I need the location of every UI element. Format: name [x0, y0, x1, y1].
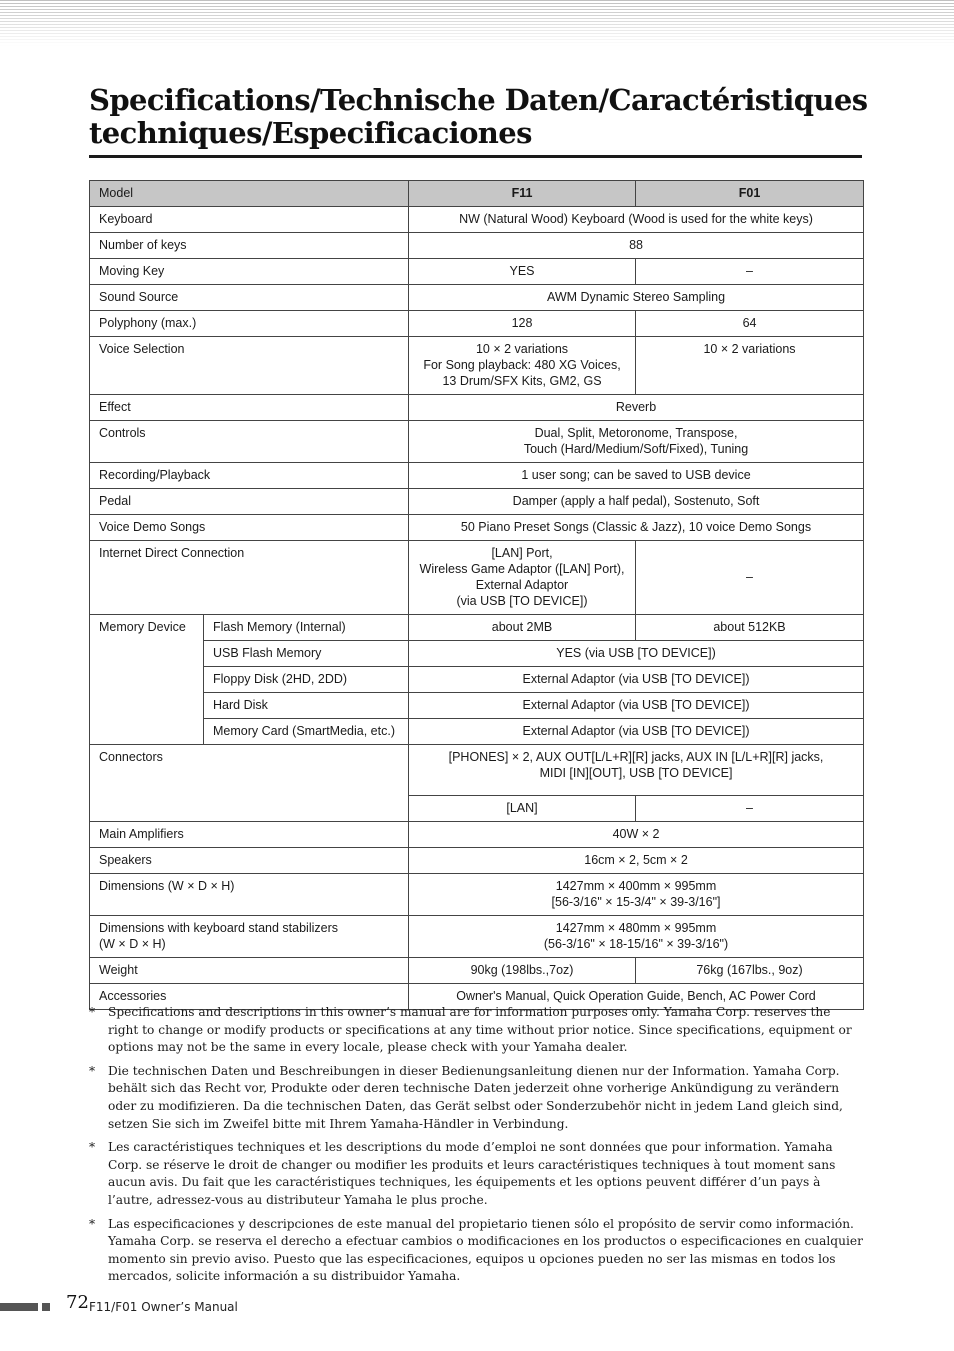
note-text: Les caractéristiques techniques et les descriptions du mode d’emploi ne sont données que pour information. Yamaha Corp. se réserve le droit de changer ou modifier les produits et leurs caractéristiques techniques à tout moment sans aucun avis. Du fait que les caractéristiques techniques, les équipements et les options peuvent différer d’un pays à l’autre, adressez-vous au distributeur Yamaha le plus proche.: [108, 1140, 836, 1207]
row-value: Damper (apply a half pedal), Sostenuto, Soft: [409, 489, 864, 515]
table-row: [90, 285, 864, 311]
sub-label: Memory Card (SmartMedia, etc.): [204, 719, 409, 745]
row-label: Memory Device: [90, 615, 204, 745]
row-label: Recording/Playback: [90, 463, 409, 489]
note-text: Las especificaciones y descripciones de este manual del propietario tienen sólo el propósito de servir como información. Yamaha Corp. se reserva el derecho a efectuar cambios o modificaciones en los productos o especificaciones en cualquier momento sin previo aviso. Puesto que las especificaciones, equipos u opciones pueden no ser las mismas en todos los mercados, solicite información a su distribuidor Yamaha.: [108, 1216, 863, 1284]
row-value: [409, 421, 864, 463]
note-bullet: *: [89, 1216, 96, 1231]
table-row: [90, 874, 864, 916]
row-label: Speakers: [90, 848, 409, 874]
value-line: (via USB [TO DEVICE]): [456, 594, 588, 608]
table-row: [90, 489, 864, 515]
f01-value: 64: [636, 311, 864, 337]
manual-name: F11/F01 Owner’s Manual: [89, 1300, 238, 1314]
value-line: Wireless Game Adaptor ([LAN] Port),: [419, 562, 625, 576]
value-line: 13 Drum/SFX Kits, GM2, GS: [442, 374, 602, 388]
table-row: [90, 207, 864, 233]
table-row: [90, 615, 864, 641]
value-line: 1427mm × 480mm × 995mm: [555, 921, 717, 935]
row-label: Moving Key: [90, 259, 409, 285]
sub-label: Hard Disk: [204, 693, 409, 719]
table-row: [90, 395, 864, 421]
table-row: [90, 916, 864, 958]
sub-label: USB Flash Memory: [204, 641, 409, 667]
f11-value: [409, 541, 636, 615]
f11-value: [LAN]: [409, 796, 636, 822]
value-line: [56-3/16" × 15-3/4" × 39-3/16"]: [551, 895, 721, 909]
value-line: [PHONES] × 2, AUX OUT[L/L+R][R] jacks, AUX IN [L/L+R][R] jacks,: [448, 750, 824, 764]
row-value: 1 user song; can be saved to USB device: [409, 463, 864, 489]
model-header: Model: [90, 181, 409, 207]
table-row: [90, 667, 864, 693]
f01-header: F01: [636, 181, 864, 207]
page-number: 72: [66, 1292, 89, 1313]
label-line: (W × D × H): [99, 937, 166, 951]
f01-value: –: [636, 259, 864, 285]
value-line: 1427mm × 400mm × 995mm: [555, 879, 717, 893]
table-row: [90, 259, 864, 285]
row-value: External Adaptor (via USB [TO DEVICE]): [409, 693, 864, 719]
row-label: Connectors: [90, 745, 409, 822]
row-label: Controls: [90, 421, 409, 463]
table-row: [90, 311, 864, 337]
f11-value: about 2MB: [409, 615, 636, 641]
header-stripes: [0, 0, 954, 46]
sub-label: Floppy Disk (2HD, 2DD): [204, 667, 409, 693]
value-line: For Song playback: 480 XG Voices,: [423, 358, 621, 372]
note-bullet: *: [89, 1063, 96, 1078]
table-row: [90, 421, 864, 463]
note-bullet: *: [89, 1140, 96, 1155]
row-label: Number of keys: [90, 233, 409, 259]
table-row: [90, 848, 864, 874]
f11-header: F11: [409, 181, 636, 207]
note-english: [89, 1004, 864, 1057]
table-row: [90, 463, 864, 489]
row-label: Sound Source: [90, 285, 409, 311]
f01-value: 76kg (167lbs., 9oz): [636, 958, 864, 984]
row-value: [409, 745, 864, 796]
row-value: AWM Dynamic Stereo Sampling: [409, 285, 864, 311]
value-line: MIDI [IN][OUT], USB [TO DEVICE]: [539, 766, 733, 780]
value-line: 10 × 2 variations: [475, 342, 569, 356]
sub-label: Flash Memory (Internal): [204, 615, 409, 641]
f11-value: YES: [409, 259, 636, 285]
table-row: [90, 958, 864, 984]
row-label: Pedal: [90, 489, 409, 515]
disclaimer-notes: [89, 1004, 864, 1292]
row-value: 40W × 2: [409, 822, 864, 848]
title-rule: [89, 155, 862, 158]
row-label: Voice Selection: [90, 337, 409, 395]
value-line: [LAN] Port,: [491, 546, 553, 560]
row-value: Owner's Manual, Quick Operation Guide, Bench, AC Power Cord: [409, 984, 864, 1010]
row-value: 88: [409, 233, 864, 259]
row-value: 50 Piano Preset Songs (Classic & Jazz), 10 voice Demo Songs: [409, 515, 864, 541]
table-row: [90, 745, 864, 796]
label-line: Dimensions with keyboard stand stabilizers: [99, 921, 338, 935]
note-german: [89, 1063, 864, 1133]
value-line: (56-3/16" × 18-15/16" × 39-3/16"): [543, 937, 729, 951]
row-label: Accessories: [90, 984, 409, 1010]
row-value: NW (Natural Wood) Keyboard (Wood is used for the white keys): [409, 207, 864, 233]
row-label: Weight: [90, 958, 409, 984]
note-text: Specifications and descriptions in this owner’s manual are for information purposes only. Yamaha Corp. reserves the right to change or modify products or specifications at any time without prior notice. Since specifications, equipment or options may not be the same in every locale, please check with your Yamaha dealer.: [108, 1005, 852, 1055]
table-row: [90, 233, 864, 259]
f11-value: 90kg (198lbs.,7oz): [409, 958, 636, 984]
note-bullet: *: [89, 1005, 96, 1019]
page-title: Specifications/Technische Daten/Caractéristiques techniques/Especificaciones: [89, 83, 868, 150]
note-french: [89, 1139, 864, 1209]
table-row: [90, 337, 864, 395]
row-value: [409, 916, 864, 958]
f01-value: 10 × 2 variations: [636, 337, 864, 395]
row-label: Polyphony (max.): [90, 311, 409, 337]
value-line: Dual, Split, Metoronome, Transpose,: [534, 426, 738, 440]
note-spanish: [89, 1216, 864, 1286]
f01-value: –: [636, 541, 864, 615]
f01-value: about 512KB: [636, 615, 864, 641]
row-value: External Adaptor (via USB [TO DEVICE]): [409, 667, 864, 693]
row-label: Main Amplifiers: [90, 822, 409, 848]
row-value: 16cm × 2, 5cm × 2: [409, 848, 864, 874]
row-value: Reverb: [409, 395, 864, 421]
note-text: Die technischen Daten und Beschreibungen in dieser Bedienungsanleitung dienen nur der Information. Yamaha Corp. behält sich das Recht vor, Produkte oder deren technische Daten jederzeit ohne vorherige Ankündigung zu verändern oder zu modifizieren. Da die technischen Daten, das Gerät selbst oder Sonderzubehör nicht in jedem Land gleich sind, setzen Sie sich im Zweifel bitte mit Ihrem Yamaha-Händler in Verbindung.: [108, 1063, 843, 1131]
row-label: Keyboard: [90, 207, 409, 233]
f11-value: 128: [409, 311, 636, 337]
table-header-row: [90, 181, 864, 207]
footer-bar: [0, 1303, 38, 1311]
table-row: [90, 515, 864, 541]
table-row: [90, 641, 864, 667]
row-label: Voice Demo Songs: [90, 515, 409, 541]
table-row: [90, 541, 864, 615]
value-line: Touch (Hard/Medium/Soft/Fixed), Tuning: [523, 442, 749, 456]
table-row: [90, 822, 864, 848]
row-label: Effect: [90, 395, 409, 421]
row-value: [409, 874, 864, 916]
value-line: External Adaptor: [475, 578, 569, 592]
row-label: Internet Direct Connection: [90, 541, 409, 615]
row-value: YES (via USB [TO DEVICE]): [409, 641, 864, 667]
row-label: Dimensions (W × D × H): [90, 874, 409, 916]
row-label: [90, 916, 409, 958]
table-row: [90, 719, 864, 745]
f01-value: –: [636, 796, 864, 822]
footer-square: [42, 1303, 50, 1311]
table-row: [90, 693, 864, 719]
specifications-table: [89, 180, 864, 1010]
row-value: External Adaptor (via USB [TO DEVICE]): [409, 719, 864, 745]
f11-value: [409, 337, 636, 395]
